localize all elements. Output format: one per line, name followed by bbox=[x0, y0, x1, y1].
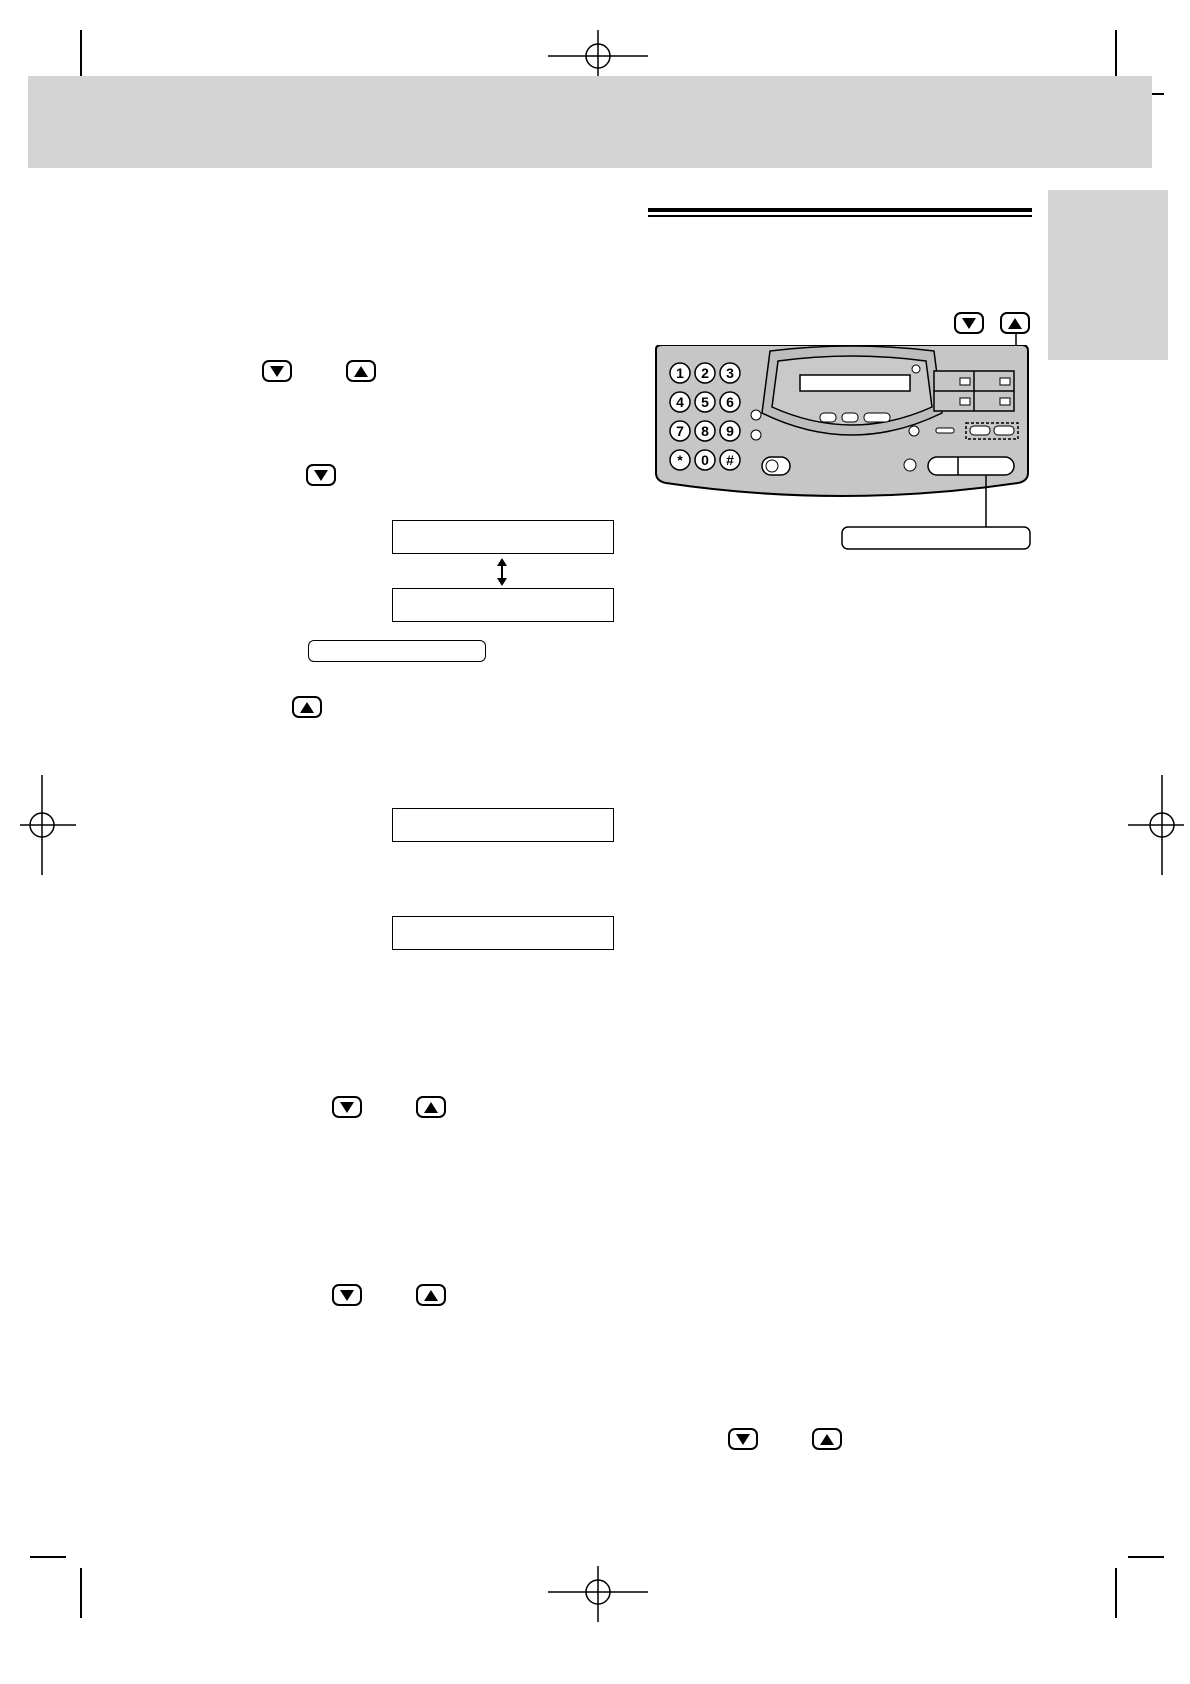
down-arrow-key-icon bbox=[262, 360, 292, 382]
down-arrow-key-icon bbox=[728, 1428, 758, 1450]
keypad-key-label: 2 bbox=[701, 365, 709, 381]
fax-machine-illustration bbox=[652, 345, 1032, 563]
registration-mark-right bbox=[1128, 775, 1184, 875]
display-box bbox=[392, 520, 614, 554]
crop-mark bbox=[80, 1568, 82, 1618]
keypad-key-label: 8 bbox=[701, 423, 709, 439]
display-box bbox=[392, 588, 614, 622]
keypad-key-label: * bbox=[677, 452, 683, 468]
registration-mark-left bbox=[20, 775, 76, 875]
keypad-key-label: 9 bbox=[726, 423, 734, 439]
up-arrow-key-icon bbox=[1000, 312, 1030, 334]
display-box bbox=[392, 916, 614, 950]
crop-mark bbox=[80, 30, 82, 80]
side-tab bbox=[1048, 190, 1168, 360]
up-arrow-key-icon bbox=[416, 1284, 446, 1306]
keypad-key-label: 7 bbox=[676, 423, 684, 439]
keypad-key-label: 1 bbox=[676, 365, 684, 381]
registration-mark-bottom bbox=[548, 1566, 648, 1622]
header-banner bbox=[28, 76, 1152, 168]
up-arrow-key-icon bbox=[292, 696, 322, 718]
crop-mark bbox=[1128, 1556, 1164, 1558]
keypad-key-label: 6 bbox=[726, 394, 734, 410]
down-arrow-key-icon bbox=[954, 312, 984, 334]
crop-mark bbox=[1115, 30, 1117, 80]
heading-rule-thin bbox=[648, 215, 1032, 217]
down-arrow-key-icon bbox=[306, 464, 336, 486]
keypad-key-label: 3 bbox=[726, 365, 734, 381]
button-label-box bbox=[308, 640, 486, 662]
crop-mark bbox=[1115, 1568, 1117, 1618]
up-arrow-key-icon bbox=[416, 1096, 446, 1118]
display-box bbox=[392, 808, 614, 842]
up-arrow-key-icon bbox=[346, 360, 376, 382]
up-arrow-key-icon bbox=[812, 1428, 842, 1450]
keypad-key-label: 0 bbox=[701, 452, 709, 468]
down-arrow-key-icon bbox=[332, 1096, 362, 1118]
keypad-key-label: 5 bbox=[701, 394, 709, 410]
crop-mark bbox=[30, 1556, 66, 1558]
keypad-key-label: # bbox=[726, 452, 734, 468]
keypad-key-label: 4 bbox=[676, 394, 684, 410]
down-arrow-key-icon bbox=[332, 1284, 362, 1306]
section-heading bbox=[648, 208, 1032, 217]
double-headed-vertical-arrow-icon bbox=[494, 558, 510, 586]
